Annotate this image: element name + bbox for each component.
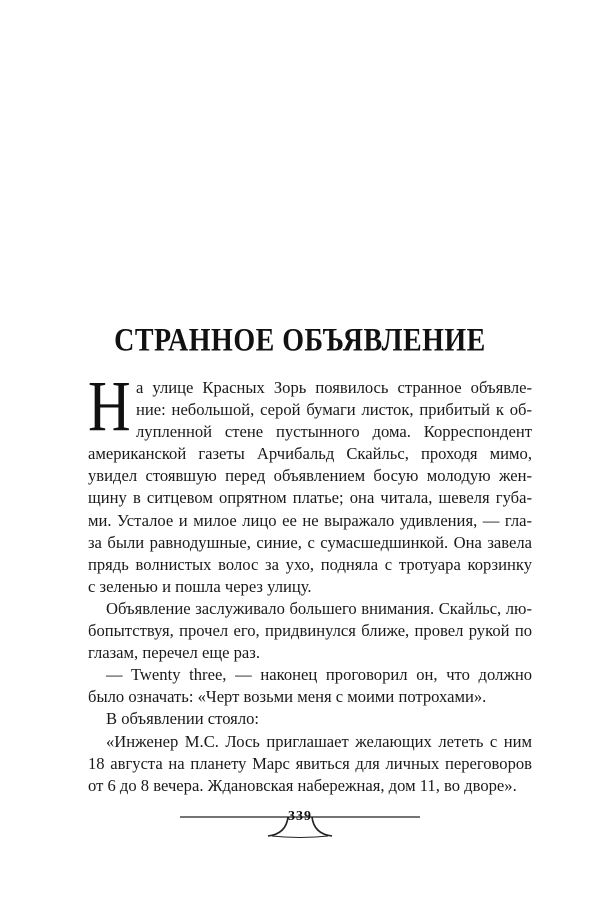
text-line: «Инженер М.С. Лось приглашает желающих лететь с ним bbox=[106, 731, 532, 751]
text-line: Объявление заслуживало большего внимания. Скайльс, лю- bbox=[106, 598, 532, 618]
drop-cap: Н bbox=[88, 366, 131, 446]
chapter-title: СТРАННОЕ ОБЪЯВЛЕНИЕ bbox=[114, 322, 486, 359]
text-line: увидел стоявшую перед объявлением босую молодую жен- bbox=[88, 466, 532, 486]
text-line: — Twenty three, — наконец проговорил он, что должно bbox=[106, 665, 532, 685]
text-line: с зеленью и пошла через улицу. bbox=[88, 576, 312, 596]
text-line: лупленной стене пустынного дома. Корреспондент bbox=[136, 422, 532, 442]
text-line: щину в ситцевом опрятном платье; она читала, шевеля губа- bbox=[88, 488, 532, 508]
text-line: В объявлении стояло: bbox=[106, 709, 260, 729]
page-number: 339 bbox=[288, 809, 312, 824]
text-line: 18 августа на планету Марс явиться для личных переговоров bbox=[88, 753, 532, 773]
first-paragraph bbox=[88, 366, 532, 446]
text-line: а улице Красных Зорь появилось странное объявле- bbox=[136, 378, 532, 397]
text-line: от 6 до 8 вечера. Ждановская набережная, дом 11, во дворе». bbox=[88, 775, 517, 795]
text-line: ние: небольшой, серой бумаги листок, прибитый к об- bbox=[136, 400, 532, 420]
page-footer bbox=[180, 806, 420, 842]
chapter-text bbox=[88, 366, 532, 797]
text-line: прядь волнистых волос за ухо, подняла с тротуара корзинку bbox=[88, 554, 532, 574]
text-line: глазам, перечел еще раз. bbox=[88, 643, 260, 663]
text-line: было означать: «Черт возьми меня с моими потрохами». bbox=[88, 687, 487, 707]
text-line: американской газеты Арчибальд Скайльс, проходя мимо, bbox=[88, 444, 532, 464]
text-line: ми. Усталое и милое лицо ее не выражало удивления, — гла- bbox=[88, 510, 532, 530]
text-line: за были равнодушные, синие, с сумасшедшинкой. Она завела bbox=[88, 532, 532, 552]
text-line: бопытствуя, прочел его, придвинулся ближе, провел рукой по bbox=[88, 621, 532, 641]
